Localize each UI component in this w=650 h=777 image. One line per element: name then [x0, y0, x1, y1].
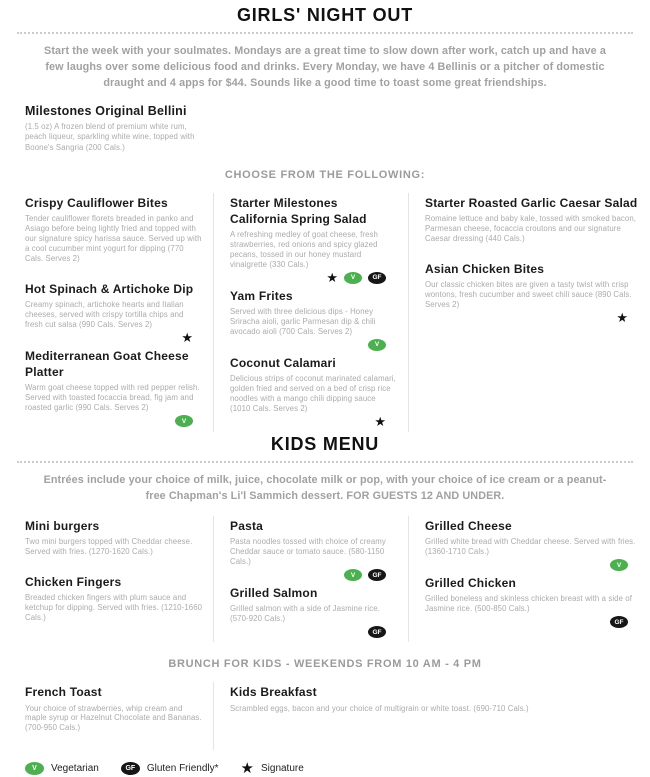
menu-item-name: Mediterranean Goat Cheese Platter [25, 348, 189, 379]
menu-item-description: Tender cauliflower florets breaded in panko and Asiago before being lightly fried and topped with our signature spicy harissa sauce. Served up with a cool cucumber mint yogurt for dipping (770 Cals. Serves 2) [25, 213, 202, 263]
menu-item [25, 684, 203, 746]
menu-column [213, 193, 408, 432]
menu-column [0, 682, 213, 750]
menu-item [25, 281, 203, 344]
menu-item [425, 518, 638, 571]
legend-gluten-friendly [121, 762, 219, 775]
menu-item [25, 195, 203, 277]
menu-item-description: Grilled salmon with a side of Jasmine rice. (570-920 Cals.) [230, 604, 380, 624]
signature-icon: ★ [326, 269, 338, 285]
kids-menu-intro: Entrées include your choice of milk, juice, chocolate milk or pop, with your choice of ice cream or a peanut-free Chapman's Li'l Sammich dessert. FOR GUESTS 12 AND UNDER. [43, 473, 607, 502]
menu-item-description: Warm goat cheese topped with red pepper relish. Served with toasted focaccia bread, fig jam and roasted garlic (990 Cals. Serves 2) [25, 383, 200, 413]
gluten-friendly-icon: GF [368, 569, 386, 581]
legend-vegetarian-label: Vegetarian [51, 763, 99, 775]
menu-column [408, 516, 650, 642]
menu-item-badges [230, 339, 396, 351]
vegetarian-icon: V [344, 272, 362, 284]
vegetarian-icon: V [25, 762, 44, 775]
menu-item-description: Served with three delicious dips - Honey Sriracha aioli, garlic Parmesan dip & chili avocado aioli (700 Cals. Serves 2) [230, 307, 376, 336]
menu-item-badges [25, 625, 203, 636]
menu-item-name: Coconut Calamari [230, 355, 336, 370]
menu-item-name: Grilled Salmon [230, 586, 318, 601]
vegetarian-icon: V [344, 569, 362, 581]
legend-signature-label: Signature [260, 763, 304, 775]
signature-icon: ★ [374, 414, 386, 430]
dotted-divider [17, 32, 633, 34]
menu-item [25, 518, 203, 570]
menu-item-badges [425, 246, 638, 257]
menu-item [25, 348, 203, 427]
menu-column [408, 193, 650, 432]
menu-item-name: Mini burgers [25, 519, 100, 534]
choose-heading: CHOOSE FROM THE FOLLOWING: [224, 168, 426, 181]
menu-item-badges [25, 266, 203, 277]
signature-icon: ★ [616, 309, 628, 325]
menu-item [230, 355, 396, 428]
menu-item-name: Asian Chicken Bites [425, 261, 545, 276]
menu-item-badges [230, 569, 396, 581]
menu-item-badges [25, 329, 203, 345]
menu-item-description: Grilled white bread with Cheddar cheese. Served with fries. (1360-1710 Cals.) [425, 537, 636, 557]
legend-vegetarian [25, 762, 99, 775]
vegetarian-icon: V [175, 415, 193, 427]
menu-item [230, 195, 396, 284]
signature-icon: ★ [240, 759, 254, 777]
gluten-friendly-icon: GF [368, 272, 386, 284]
menu-column [213, 516, 408, 642]
menu-item-description: Romaine lettuce and baby kale, tossed with smoked bacon, Parmesan cheese, focaccia croutons and our signature Caesar dressing (440 Cals.) [425, 213, 637, 243]
menu-column [0, 516, 213, 642]
menu-column [213, 682, 628, 750]
gluten-friendly-icon: GF [610, 616, 628, 628]
menu-item-name: Chicken Fingers [25, 575, 122, 590]
featured-item-name: Milestones Original Bellini [25, 104, 187, 119]
menu-item-badges [25, 559, 203, 570]
brunch-heading: BRUNCH FOR KIDS - WEEKENDS FROM 10 AM - 4 PM [168, 658, 482, 671]
vegetarian-icon: V [610, 559, 628, 571]
girls-night-items-grid [0, 193, 650, 432]
menu-item-name: Kids Breakfast [230, 685, 317, 700]
menu-item-badges [25, 735, 203, 746]
menu-item [230, 585, 396, 638]
menu-item-name: Starter Milestones California Spring Salad [230, 195, 367, 226]
girls-night-intro: Start the week with your soulmates. Mondays are a great time to slow down after work, catch up and have a few laughs over some delicious food and drinks. Every Monday, we have 4 Bellinis or a pitcher of domestic draught and 4 apps for $44. Sounds like a good time to toast some great friendships. [44, 44, 606, 90]
menu-item-badges [25, 415, 203, 427]
menu-item-description: Delicious strips of coconut marinated calamari, golden fried and served on a bed of crisp rice noodles with a mango chili dipping sauce (1010 Cals. Serves 2) [230, 374, 396, 414]
menu-item-description: Pasta noodles tossed with choice of creamy Cheddar sauce or tomato sauce. (580-1150 Cals.) [230, 537, 386, 567]
menu-item-description: A refreshing medley of goat cheese, fresh strawberries, red onions and spicy glazed pecans, tossed in our honey mustard vinaigrette (330 Cals.) [230, 230, 378, 269]
menu-item-badges [230, 416, 396, 428]
legend [25, 759, 650, 777]
menu-item [230, 684, 616, 726]
menu-item-description: Two mini burgers topped with Cheddar cheese. Served with fries. (1270-1620 Cals.) [25, 537, 193, 557]
kids-menu-items-grid [0, 516, 650, 642]
legend-signature [240, 759, 304, 777]
menu-item [25, 574, 203, 636]
menu-item-description: Our classic chicken bites are given a tasty twist with crisp wontons, fresh cucumber and sweet chili sauce (890 Cals. Serves 2) [425, 279, 632, 309]
brunch-items-grid [0, 682, 628, 750]
signature-icon: ★ [181, 329, 193, 345]
menu-item-description: Creamy spinach, artichoke hearts and Italian cheeses, served with crispy tortilla chips and fresh cut salsa (990 Cals. Serves 2) [25, 299, 184, 329]
kids-menu-title: KIDS MENU [270, 434, 380, 455]
menu-item-name: Hot Spinach & Artichoke Dip [25, 281, 194, 296]
menu-item-name: Crispy Cauliflower Bites [25, 195, 168, 210]
menu-item-badges [425, 309, 638, 325]
menu-item-description: Breaded chicken fingers with plum sauce and ketchup for dipping. Served with fries. (1210-1660 Cals.) [25, 593, 203, 623]
legend-gluten-friendly-label: Gluten Friendly* [146, 763, 219, 775]
featured-item-description: (1.5 oz) A frozen blend of premium white rum, peach liqueur, sparkling white wine, topped with Boone's Sangria (200 Cals.) [25, 122, 195, 152]
gluten-friendly-icon: GF [368, 626, 386, 638]
menu-item-description: Scrambled eggs, bacon and your choice of multigrain or white toast. (690-710 Cals.) [230, 703, 529, 713]
menu-column [0, 193, 213, 432]
menu-item-badges [425, 559, 638, 571]
menu-item-badges [230, 715, 616, 726]
girls-night-title: GIRLS' NIGHT OUT [236, 5, 414, 25]
featured-item [25, 104, 240, 152]
vegetarian-icon: V [368, 339, 386, 351]
menu-item-name: French Toast [25, 685, 102, 700]
menu-item-name: Yam Frites [230, 288, 293, 303]
menu-item-description: Your choice of strawberries, whip cream and maple syrup or Hazelnut Chocolate and Bananas. (700-950 Cals.) [25, 703, 202, 733]
menu-item-badges [230, 626, 396, 638]
menu-item-badges [230, 269, 396, 285]
menu-item [425, 575, 638, 628]
menu-item-name: Grilled Cheese [425, 519, 512, 534]
menu-item [425, 261, 638, 324]
menu-item-name: Pasta [230, 519, 264, 534]
menu-item-name: Grilled Chicken [425, 576, 517, 591]
menu-item-badges [425, 616, 638, 628]
dotted-divider [17, 461, 633, 463]
menu-item [425, 195, 638, 257]
menu-item-name: Starter Roasted Garlic Caesar Salad [425, 195, 638, 210]
menu-item [230, 288, 396, 351]
menu-item-description: Grilled boneless and skinless chicken breast with a side of Jasmine rice. (500-850 Cals.) [425, 594, 632, 614]
menu-item [230, 518, 396, 581]
gluten-friendly-icon: GF [121, 762, 140, 775]
